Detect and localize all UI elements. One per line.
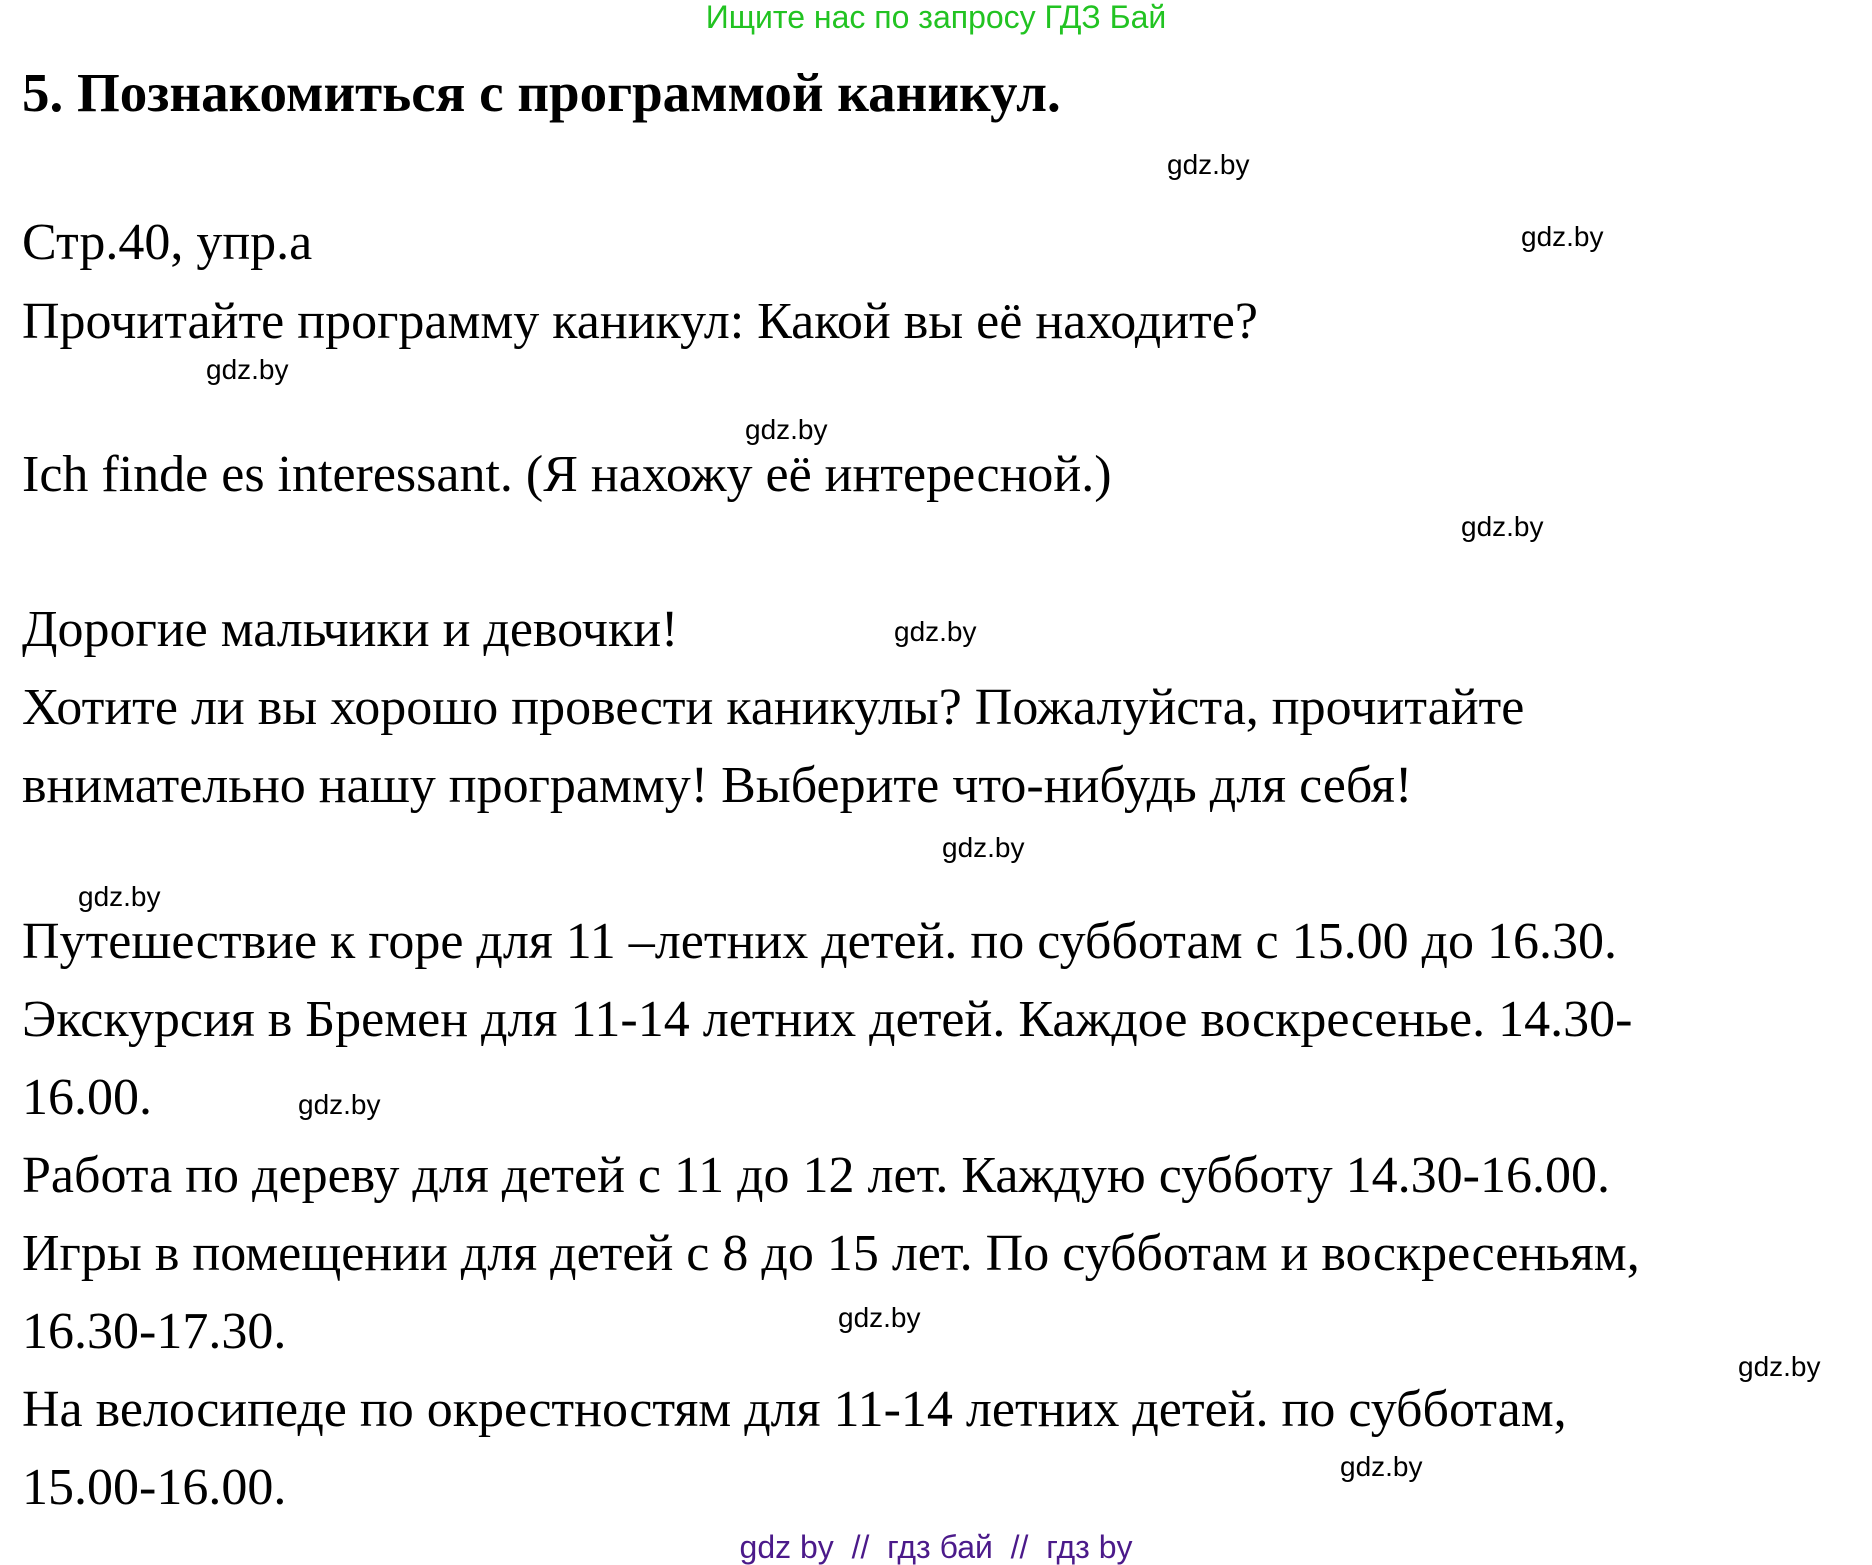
program-item: Игры в помещении для детей с 8 до 15 лет. По субботам и воскресеньям, <box>22 1225 1640 1282</box>
watermark: gdz.by <box>78 881 161 912</box>
watermark: gdz.by <box>942 832 1025 863</box>
answer-line: Ich finde es interessant. (Я нахожу её интересной.) <box>22 446 1112 503</box>
watermark: gdz.by <box>745 414 828 445</box>
watermark: gdz.by <box>1521 221 1604 252</box>
footer-watermark: gdz by // гдз бай // гдз by <box>739 1529 1133 1565</box>
watermark: gdz.by <box>298 1089 381 1120</box>
exercise-title: 5. Познакомиться с программой каникул. <box>22 62 1061 123</box>
program-item-cont: 16.00. <box>22 1069 152 1126</box>
watermark: gdz.by <box>1167 149 1250 180</box>
page-reference: Стр.40, упр.а <box>22 214 313 271</box>
task-question: Прочитайте программу каникул: Какой вы её находите? <box>22 293 1258 350</box>
body-line: Хотите ли вы хорошо провести каникулы? Пожалуйста, прочитайте <box>22 679 1525 736</box>
program-item: Путешествие к горе для 11 –летних детей. по субботам с 15.00 до 16.30. <box>22 913 1618 970</box>
body-line: внимательно нашу программу! Выберите что-нибудь для себя! <box>22 757 1413 814</box>
watermark: gdz.by <box>1340 1451 1423 1482</box>
greeting-line: Дорогие мальчики и девочки! <box>22 601 679 658</box>
program-item-cont: 16.30-17.30. <box>22 1303 287 1360</box>
watermark: gdz.by <box>1738 1351 1821 1382</box>
watermark: gdz.by <box>206 354 289 385</box>
program-item: На велосипеде по окрестностям для 11-14 летних детей. по субботам, <box>22 1381 1567 1438</box>
search-banner: Ищите нас по запросу ГДЗ Бай <box>705 0 1167 35</box>
watermark: gdz.by <box>894 616 977 647</box>
watermark: gdz.by <box>838 1302 921 1333</box>
program-item: Экскурсия в Бремен для 11-14 летних детей. Каждое воскресенье. 14.30- <box>22 991 1633 1048</box>
watermark: gdz.by <box>1461 511 1544 542</box>
program-item: Работа по дереву для детей с 11 до 12 лет. Каждую субботу 14.30-16.00. <box>22 1147 1610 1204</box>
program-item-cont: 15.00-16.00. <box>22 1459 287 1516</box>
